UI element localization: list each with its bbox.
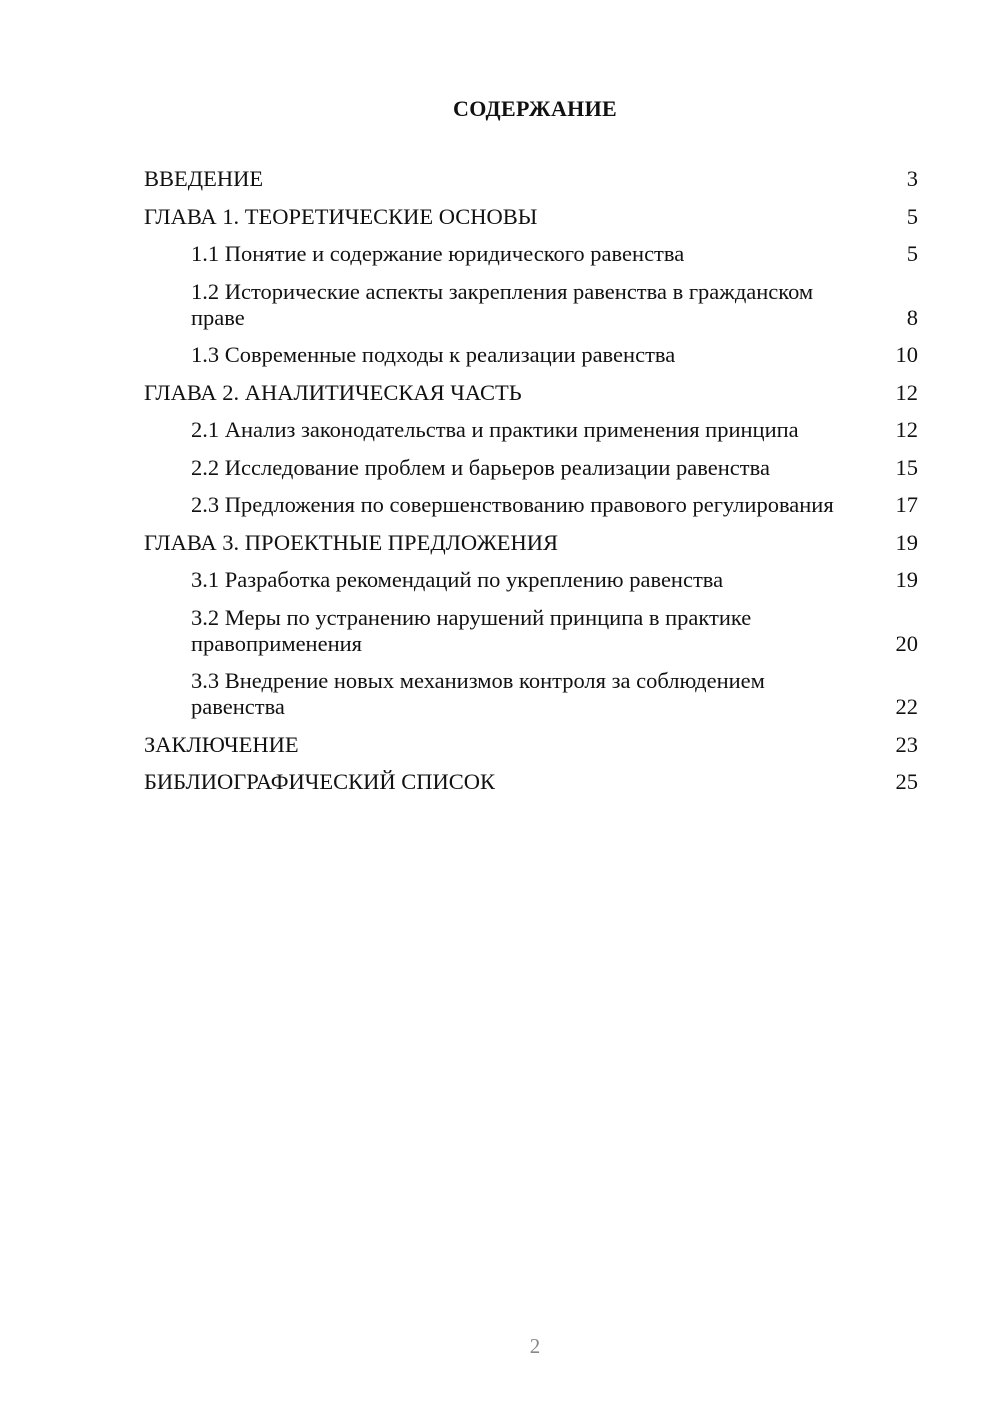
toc-entry-title: ЗАКЛЮЧЕНИЕ — [144, 731, 299, 757]
toc-entry-title: 3.3 Внедрение новых механизмов контроля за соблюдением равенства — [191, 668, 765, 719]
toc-entry-page: 19 — [895, 567, 918, 592]
toc-entry-title: 1.3 Современные подходы к реализации равенства — [191, 342, 676, 367]
toc-entry-page: 22 — [895, 694, 918, 719]
toc-chapter-entry — [144, 166, 918, 192]
toc-entry-title: 1.2 Исторические аспекты закрепления равенства в гражданском праве — [191, 278, 814, 330]
toc-chapter-entry — [144, 769, 918, 795]
toc-section-entry — [144, 417, 918, 443]
toc-entry-page: 23 — [895, 731, 918, 757]
toc-section-entry — [144, 668, 918, 720]
toc-entry-page: 25 — [895, 769, 918, 794]
toc-chapter-entry — [144, 380, 918, 406]
toc-entry-page: 5 — [906, 203, 918, 229]
toc-entry-title: 1.1 Понятие и содержание юридического равенства — [191, 241, 685, 266]
toc-entry-page: 12 — [895, 379, 918, 405]
toc-heading: СОДЕРЖАНИЕ — [453, 96, 617, 121]
toc-entry-title: ВВЕДЕНИЕ — [144, 166, 264, 191]
toc-section-entry — [144, 567, 918, 593]
page-number: 2 — [529, 1334, 541, 1358]
toc-section-entry — [144, 279, 918, 331]
toc-section-entry — [144, 241, 918, 267]
toc-entry-page: 17 — [895, 492, 918, 517]
toc-chapter-entry — [144, 204, 918, 230]
toc-entry-page: 19 — [895, 529, 918, 555]
toc-section-entry — [144, 492, 918, 518]
toc-section-entry — [144, 342, 918, 368]
toc-entry-title: БИБЛИОГРАФИЧЕСКИЙ СПИСОК — [144, 769, 496, 794]
toc-entry-title: 3.2 Меры по устранению нарушений принципа в практике правоприменения — [191, 604, 752, 656]
toc-section-entry — [144, 455, 918, 481]
toc-entry-title: ГЛАВА 1. ТЕОРЕТИЧЕСКИЕ ОСНОВЫ — [144, 203, 538, 229]
table-of-contents — [144, 166, 918, 795]
toc-chapter-entry — [144, 732, 918, 758]
toc-entry-page: 3 — [906, 166, 918, 191]
toc-entry-page: 8 — [906, 304, 918, 330]
toc-entry-title: 2.1 Анализ законодательства и практики применения принципа — [191, 417, 799, 442]
toc-entry-title: 2.2 Исследование проблем и барьеров реализации равенства — [191, 454, 770, 480]
toc-chapter-entry — [144, 530, 918, 556]
toc-section-entry — [144, 605, 918, 657]
toc-entry-title: 3.1 Разработка рекомендаций по укреплению равенства — [191, 567, 724, 592]
toc-entry-page: 12 — [895, 417, 918, 442]
toc-entry-title: ГЛАВА 3. ПРОЕКТНЫЕ ПРЕДЛОЖЕНИЯ — [144, 529, 559, 555]
toc-entry-page: 5 — [906, 241, 918, 266]
toc-entry-page: 15 — [895, 454, 918, 480]
toc-entry-page: 10 — [895, 342, 918, 367]
toc-entry-title: 2.3 Предложения по совершенствованию правового регулирования — [191, 492, 834, 517]
toc-entry-page: 20 — [895, 630, 918, 656]
toc-entry-title: ГЛАВА 2. АНАЛИТИЧЕСКАЯ ЧАСТЬ — [144, 379, 522, 405]
